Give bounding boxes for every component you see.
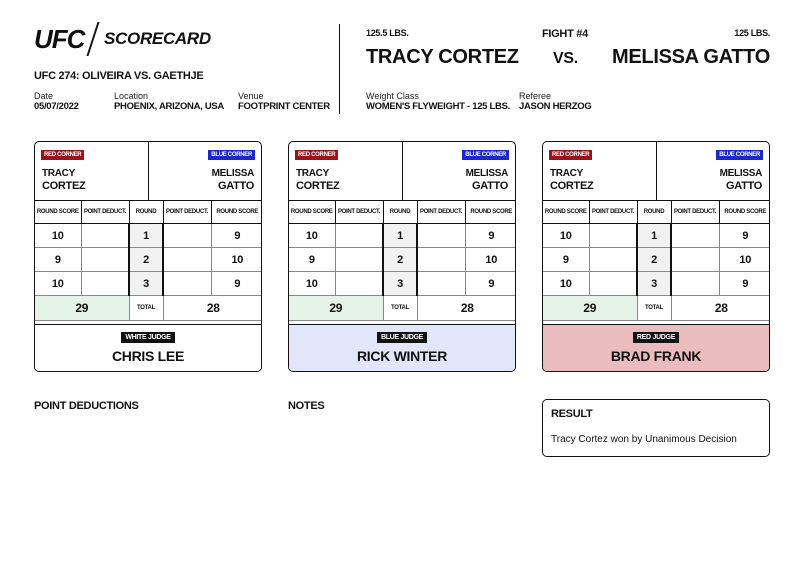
date-value: 05/07/2022 [34,101,79,112]
location-label: Location [114,91,149,101]
weight-class-label: Weight Class [366,91,419,101]
red-first-name: TRACY [42,168,75,179]
location-value: PHOENIX, ARIZONA, USA [114,101,224,112]
blue-round-score: 10 [465,248,516,272]
total-label: TOTAL [129,296,163,321]
blue-point-deduct [417,224,465,248]
blue-round-score: 9 [465,224,516,248]
blue-round-score: 9 [211,224,262,248]
round-number: 2 [383,248,417,272]
blue-corner-fighter [212,168,254,193]
round-number: 3 [129,272,163,296]
date-block [34,91,79,112]
header-point-deduct: POINT DEDUCT. [417,201,465,224]
scorecard-title: SCORECARD [104,29,211,48]
corner-header [543,142,769,201]
location-block [114,91,224,112]
referee-label: Referee [519,91,552,101]
round-number: 3 [637,272,671,296]
score-table [35,200,262,321]
corner-header [35,142,261,201]
red-first-name: TRACY [296,168,329,179]
blue-corner-fighter [720,168,762,193]
blue-corner-cell [148,142,261,200]
header-round: ROUND [129,201,163,224]
blue-last-name: GATTO [726,180,762,192]
red-point-deduct [589,272,637,296]
red-corner-fighter [550,168,593,193]
red-round-score: 9 [543,248,589,272]
header-round-score: ROUND SCORE [289,201,335,224]
round-row [543,248,770,272]
round-row [289,248,516,272]
referee-block [519,91,591,112]
header-point-deduct: POINT DEDUCT. [671,201,719,224]
result-text: Tracy Cortez won by Unanimous Decision [551,434,737,445]
total-row [35,296,262,321]
total-row [543,296,770,321]
header-round-score: ROUND SCORE [543,201,589,224]
weight-class-block [366,91,510,112]
result-box [542,399,770,457]
round-row [289,224,516,248]
round-number: 2 [129,248,163,272]
red-last-name: CORTEZ [296,180,340,192]
judge-card-white [34,141,262,372]
red-point-deduct [81,248,129,272]
blue-point-deduct [417,248,465,272]
judge-card-blue [288,141,516,372]
red-round-score: 10 [543,224,589,248]
judge-name: CHRIS LEE [112,348,184,364]
blue-round-score: 10 [211,248,262,272]
red-first-name: TRACY [550,168,583,179]
header-point-deduct: POINT DEDUCT. [81,201,129,224]
notes-title: NOTES [288,400,325,412]
blue-first-name: MELISSA [211,168,254,179]
red-round-score: 10 [35,224,81,248]
header-round-score: ROUND SCORE [35,201,81,224]
blue-point-deduct [163,248,211,272]
score-table [543,200,770,321]
header-round-score: ROUND SCORE [719,201,770,224]
judge-footer [543,324,769,372]
red-total: 29 [35,296,129,321]
blue-total: 28 [163,296,262,321]
header-round: ROUND [383,201,417,224]
round-row [35,224,262,248]
blue-point-deduct [671,224,719,248]
blue-corner-badge: BLUE CORNER [716,150,763,160]
venue-block [238,91,330,112]
judge-name: RICK WINTER [356,348,448,364]
red-point-deduct [81,224,129,248]
red-last-name: CORTEZ [42,180,86,192]
venue-value: FOOTPRINT CENTER [238,101,330,112]
judge-badge: RED JUDGE [633,332,679,343]
red-round-score: 10 [289,224,335,248]
judge-footer [35,324,261,372]
round-number: 3 [383,272,417,296]
blue-fighter-weight: 125 LBS. [734,28,770,38]
point-deductions-title: POINT DEDUCTIONS [34,400,139,412]
header-round: ROUND [637,201,671,224]
round-number: 2 [637,248,671,272]
blue-first-name: MELISSA [465,168,508,179]
header-round-score: ROUND SCORE [211,201,262,224]
blue-last-name: GATTO [218,180,254,192]
header-point-deduct: POINT DEDUCT. [589,201,637,224]
score-header-row [289,201,516,224]
blue-corner-badge: BLUE CORNER [462,150,509,160]
red-round-score: 10 [35,272,81,296]
header-round-score: ROUND SCORE [465,201,516,224]
round-number: 1 [637,224,671,248]
red-round-score: 9 [35,248,81,272]
red-corner-badge: RED CORNER [41,150,84,160]
blue-total: 28 [671,296,770,321]
blue-point-deduct [163,224,211,248]
referee-value: JASON HERZOG [519,101,592,112]
red-fighter-weight: 125.5 LBS. [366,28,409,38]
red-total: 29 [543,296,637,321]
blue-round-score: 9 [465,272,516,296]
blue-first-name: MELISSA [719,168,762,179]
red-round-score: 10 [543,272,589,296]
blue-point-deduct [163,272,211,296]
logo-divider [86,22,99,56]
blue-point-deduct [417,272,465,296]
red-corner-fighter [296,168,339,193]
red-fighter-name: TRACY CORTEZ [366,46,519,68]
blue-fighter-name: MELISSA GATTO [612,46,770,68]
score-header-row [543,201,770,224]
event-name: UFC 274: OLIVEIRA VS. GAETHJE [34,70,204,82]
round-row [35,248,262,272]
round-row [289,272,516,296]
blue-round-score: 9 [211,272,262,296]
weight-class-value: WOMEN'S FLYWEIGHT - 125 LBS. [366,101,510,112]
blue-last-name: GATTO [472,180,508,192]
red-point-deduct [589,224,637,248]
header-point-deduct: POINT DEDUCT. [163,201,211,224]
round-row [543,272,770,296]
blue-total: 28 [417,296,516,321]
result-title: RESULT [551,408,593,420]
judge-card-red [542,141,770,372]
red-corner-badge: RED CORNER [295,150,338,160]
judge-name: BRAD FRANK [610,348,702,364]
red-round-score: 9 [289,248,335,272]
total-label: TOTAL [637,296,671,321]
red-point-deduct [335,248,383,272]
score-table [289,200,516,321]
red-point-deduct [335,272,383,296]
judge-badge: WHITE JUDGE [121,332,174,343]
judge-badge: BLUE JUDGE [377,332,427,343]
red-round-score: 10 [289,272,335,296]
red-point-deduct [335,224,383,248]
blue-corner-cell [656,142,769,200]
judge-footer [289,324,515,372]
date-label: Date [34,91,54,101]
blue-round-score: 9 [719,224,770,248]
fight-number: FIGHT #4 [542,28,588,40]
round-row [35,272,262,296]
blue-round-score: 10 [719,248,770,272]
vs-label: VS. [553,50,578,67]
blue-corner-cell [402,142,515,200]
corner-header [289,142,515,201]
red-total: 29 [289,296,383,321]
red-point-deduct [81,272,129,296]
score-header-row [35,201,262,224]
header-point-deduct: POINT DEDUCT. [335,201,383,224]
total-label: TOTAL [383,296,417,321]
red-corner-cell [289,142,403,200]
round-number: 1 [129,224,163,248]
header-divider [339,24,340,114]
red-corner-cell [35,142,149,200]
venue-label: Venue [238,91,264,101]
blue-point-deduct [671,272,719,296]
round-number: 1 [383,224,417,248]
red-point-deduct [589,248,637,272]
round-row [543,224,770,248]
blue-corner-badge: BLUE CORNER [208,150,255,160]
total-row [289,296,516,321]
red-last-name: CORTEZ [550,180,594,192]
ufc-logo: UFC [34,24,85,54]
red-corner-badge: RED CORNER [549,150,592,160]
blue-round-score: 9 [719,272,770,296]
red-corner-fighter [42,168,85,193]
blue-point-deduct [671,248,719,272]
red-corner-cell [543,142,657,200]
blue-corner-fighter [466,168,508,193]
